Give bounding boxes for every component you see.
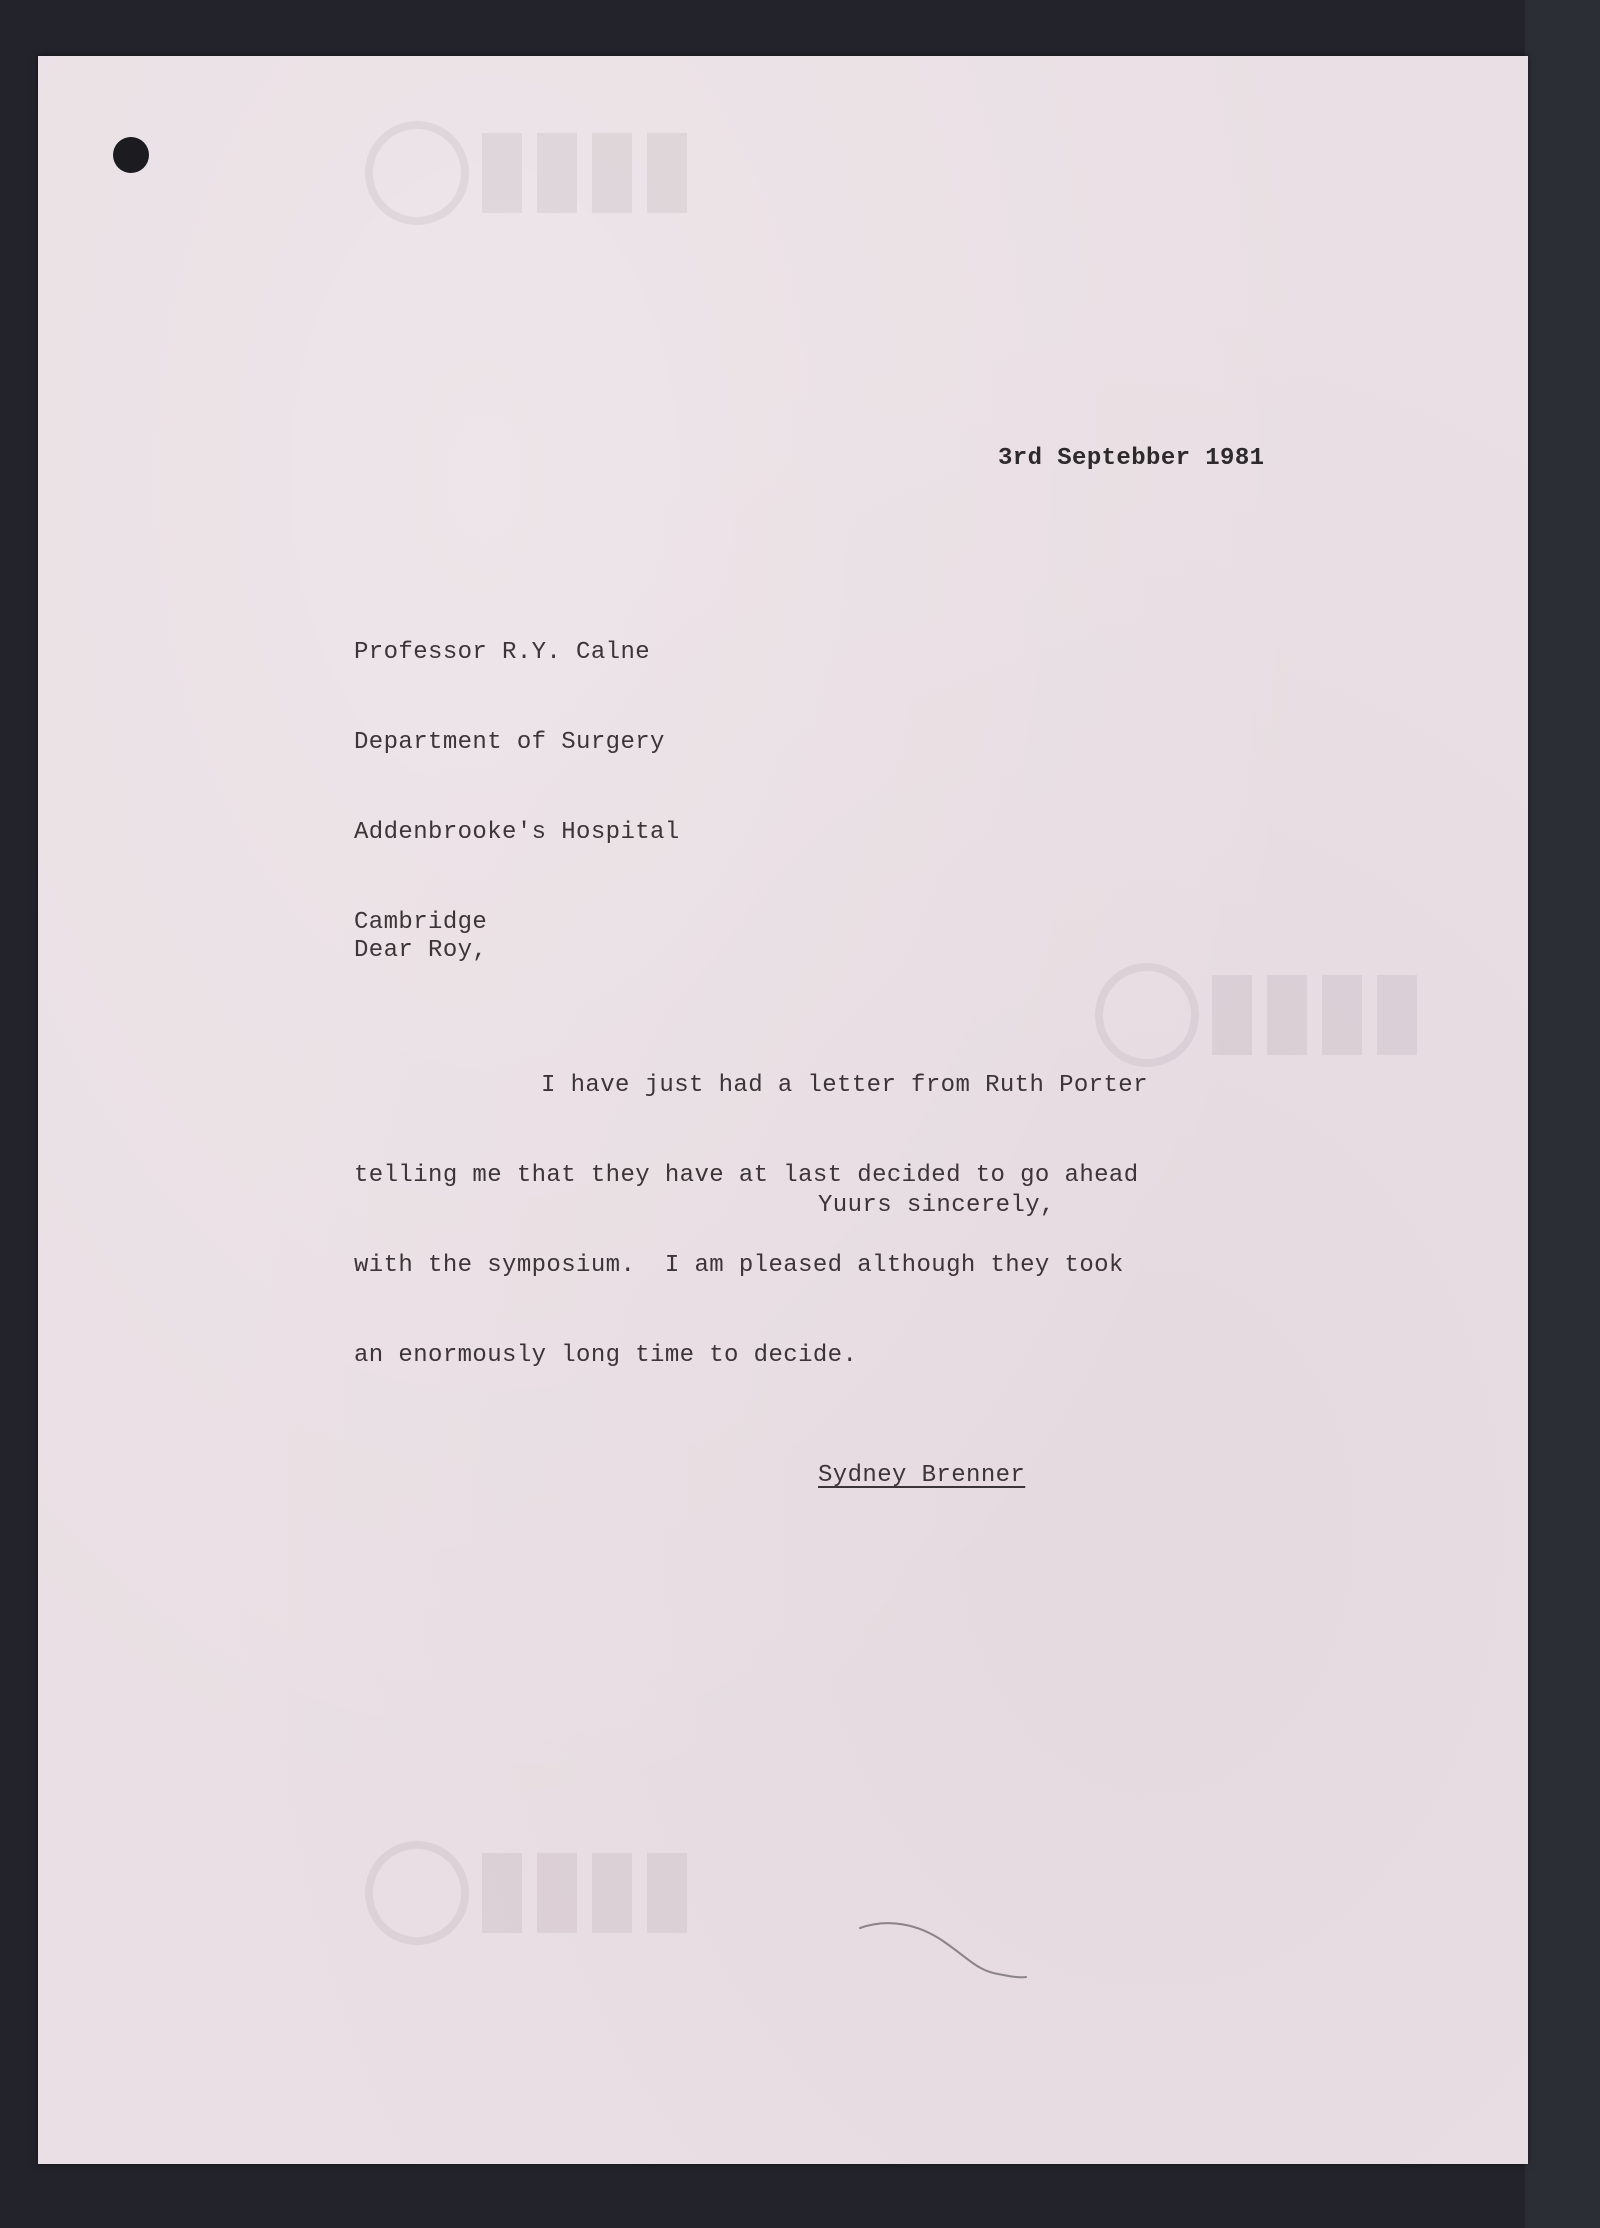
recipient-address <box>354 578 680 968</box>
signature-name: Sydney Brenner <box>818 1462 1026 1489</box>
recipient-institution: Addenbrooke's Hospital <box>354 819 680 846</box>
body-line: with the symposium. I am pleased although they took <box>354 1252 1124 1279</box>
body-line: telling me that they have at last decided to go ahead <box>354 1162 1139 1189</box>
scanner-backdrop <box>1525 0 1600 2228</box>
recipient-city: Cambridge <box>354 909 488 936</box>
recipient-name: Professor R.Y. Calne <box>354 639 651 666</box>
pen-mark <box>858 1916 1028 1986</box>
recipient-department: Department of Surgery <box>354 729 665 756</box>
closing: Yuurs sincerely, <box>818 1192 1055 1219</box>
body-line: I have just had a letter from Ruth Porter <box>541 1072 1148 1099</box>
body-line: an enormously long time to decide. <box>354 1342 858 1369</box>
salutation: Dear Roy, <box>354 937 488 964</box>
punch-hole <box>113 137 149 173</box>
letter-date: 3rd Septebber 1981 <box>998 445 1265 472</box>
paper-watermark <box>362 1838 702 1948</box>
paper-watermark <box>362 118 702 228</box>
